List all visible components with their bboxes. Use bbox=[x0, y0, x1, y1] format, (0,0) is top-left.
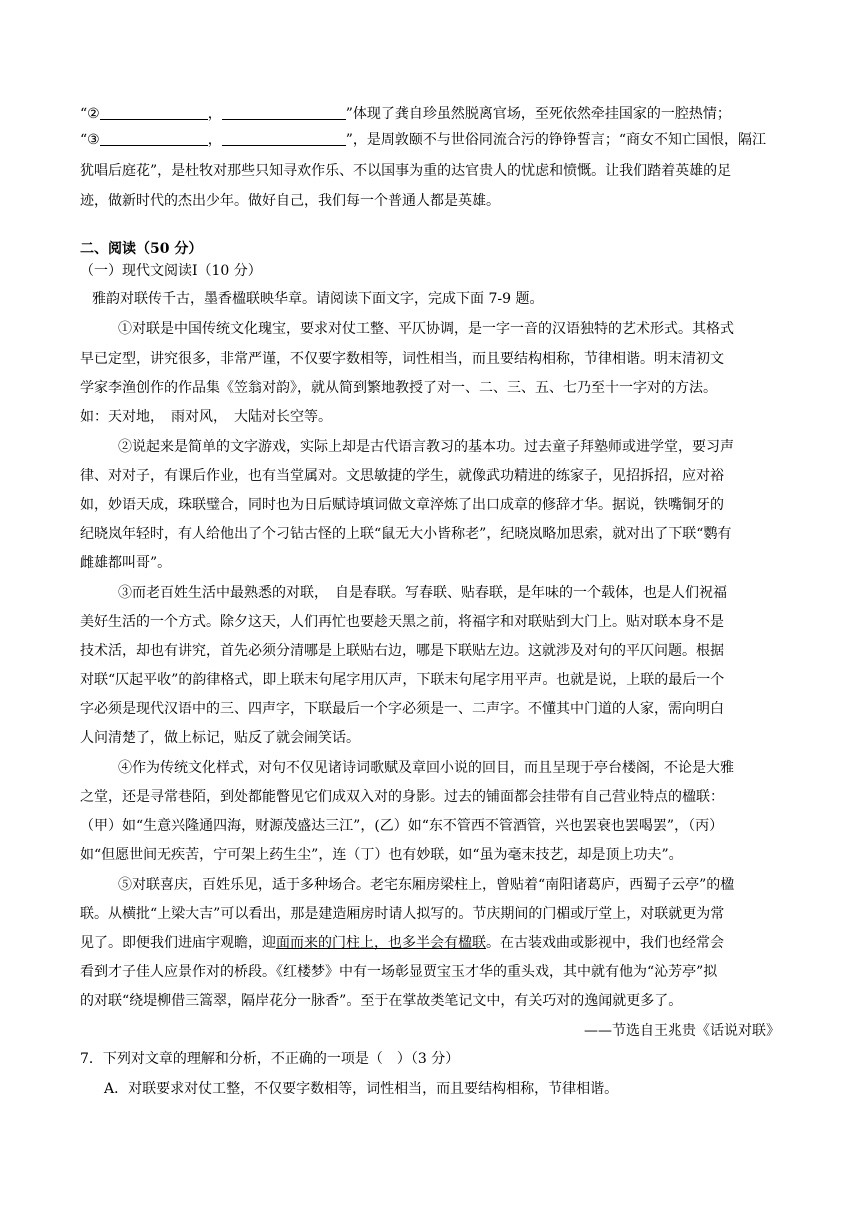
paragraph-2-line-5: 雌雄都叫哥”。 bbox=[80, 555, 172, 571]
paragraph-5-line-3-start: 见了。即便我们进庙宇观瞻，迎 bbox=[80, 935, 276, 951]
paragraph-5-line-2: 联。从横批“上梁大吉”可以看出，那是建造厢房时请人拟写的。节庆期间的门楣或厅堂上，对联就更为常 bbox=[80, 906, 725, 922]
paragraph-3-line-1: ③而老百姓生活中最熟悉的对联， 自是春联。写春联、贴春联，是年味的一个载体，也是人们祝福 bbox=[118, 585, 727, 601]
answer-blank-2b[interactable] bbox=[222, 103, 346, 120]
fill-in-line-2 bbox=[80, 101, 780, 127]
fill-in-3-open: “③ bbox=[80, 132, 100, 148]
section-subtitle: （一）现代文阅读Ⅰ（10 分） bbox=[80, 263, 262, 279]
paragraph-2-line-3: 如，妙语天成，珠联璧合，同时也为日后赋诗填词做文章淬炼了出口成章的修辞才华。据说，铁嘴铜牙的 bbox=[80, 497, 724, 513]
fill-in-2-open: “② bbox=[80, 106, 100, 122]
paragraph-5-line-3-end: 。在古装戏曲或影视中，我们也经常会 bbox=[486, 935, 724, 951]
paragraph-1-line-3: 学家李渔创作的作品集《笠翁对韵》，就从简到繁地教授了对一、二、三、五、七乃至十一字对的方法。 bbox=[80, 380, 717, 396]
fill-in-line-5: 迹，做新时代的杰出少年。做好自己，我们每一个普通人都是英雄。 bbox=[80, 193, 500, 209]
underlined-phrase: 面而来的门柱上，也多半会有楹联 bbox=[276, 935, 486, 951]
paragraph-3-line-6: 人问清楚了，做上标记，贴反了就会闹笑话。 bbox=[80, 730, 360, 746]
answer-blank-3b[interactable] bbox=[222, 129, 346, 146]
fill-in-line-4: 犹唱后庭花”，是杜牧对那些只知寻欢作乐、不以国事为重的达官贵人的忧虑和愤慨。让我们踏着英雄的足 bbox=[80, 163, 732, 179]
paragraph-2-line-1: ②说起来是简单的文字游戏，实际上却是古代语言教习的基本功。过去童子拜塾师或进学堂，要习声 bbox=[118, 439, 734, 455]
paragraph-5-line-5: 的对联“绕堤柳借三篙翠，隔岸花分一脉香”。至于在掌故类笔记文中，有关巧对的逸闻就更多了。 bbox=[80, 993, 683, 1009]
paragraph-4-line-3: （甲）如“生意兴隆通四海，财源茂盛达三江”，(乙）如“东不管西不管酒管，兴也罢衰也罢喝罢”，（丙） bbox=[80, 818, 724, 834]
paragraph-2-line-4: 纪晓岚年轻时，有人给他出了个刁钻古怪的上联“鼠无大小皆称老”，纪晓岚略加思索，就对出了下联“鹦有 bbox=[80, 526, 732, 542]
fill-in-3-sep: ， bbox=[207, 132, 222, 148]
paragraph-2-line-2: 律、对对子，有课后作业，也有当堂属对。文思敏捷的学生，就像武功精进的练家子，见招拆招，应对裕 bbox=[80, 468, 724, 484]
question-7-option-a[interactable]: A．对联要求对仗工整，不仅要字数相等，词性相当，而且要结构相称，节律相谐。 bbox=[104, 1081, 619, 1097]
paragraph-5-line-3 bbox=[80, 930, 780, 956]
fill-in-3-rest: ”，是周敦颐不与世俗同流合污的铮铮誓言；“商女不知亡国恨，隔江 bbox=[345, 132, 767, 148]
source-attribution: ——节选自王兆贵《话说对联》 bbox=[584, 1023, 780, 1039]
fill-in-line-3 bbox=[80, 127, 780, 153]
paragraph-4-line-4: 如“但愿世间无疾苦，宁可架上药生尘”，连（丁）也有妙联，如“虽为毫末技艺，却是顶上功夫”。 bbox=[80, 847, 683, 863]
paragraph-1-line-4: 如：天对地， 雨对风， 大陆对长空等。 bbox=[80, 409, 332, 425]
paragraph-3-line-3: 技术活，却也有讲究，首先必须分清哪是上联贴右边，哪是下联贴左边。这就涉及对句的平仄问题。根据 bbox=[80, 643, 724, 659]
paragraph-3-line-2: 美好生活的一个方式。除夕这天，人们再忙也要趁天黑之前，将福字和对联贴到大门上。贴对联本身不是 bbox=[80, 614, 724, 630]
fill-in-2-sep: ， bbox=[207, 106, 222, 122]
paragraph-3-line-5: 字必须是现代汉语中的三、四声字，下联最后一个字必须是一、二声字。不懂其中门道的人家，需向明白 bbox=[80, 701, 724, 717]
paragraph-3-line-4: 对联“仄起平收”的韵律格式，即上联末句尾字用仄声，下联末句尾字用平声。也就是说，上联的最后一个 bbox=[80, 672, 725, 688]
question-7-stem: 7．下列对文章的理解和分析，不正确的一项是（ ）（3 分） bbox=[80, 1051, 460, 1067]
section-intro: 雅韵对联传千古，墨香楹联映华章。请阅读下面文字，完成下面 7-9 题。 bbox=[92, 291, 544, 307]
paragraph-4-line-1: ④作为传统文化样式，对句不仅见诸诗词歌赋及章回小说的回目，而且呈现于亭台楼阁，不论是大雅 bbox=[118, 760, 734, 776]
answer-blank-2a[interactable] bbox=[100, 103, 208, 120]
answer-blank-3a[interactable] bbox=[100, 129, 208, 146]
paragraph-1-line-1: ①对联是中国传统文化瑰宝，要求对仗工整、平仄协调，是一字一音的汉语独特的艺术形式。其格式 bbox=[118, 321, 734, 337]
section-title: 二、阅读（50 分） bbox=[80, 241, 203, 257]
paragraph-1-line-2: 早已定型，讲究很多，非常严谨，不仅要字数相等，词性相当，而且要结构相称，节律相谐。明末清初文 bbox=[80, 351, 724, 367]
fill-in-2-rest: ”体现了龚自珍虽然脱离官场，至死依然牵挂国家的一腔热情； bbox=[345, 106, 731, 122]
paragraph-5-line-4: 看到才子佳人应景作对的桥段。《红楼梦》中有一场彰显贾宝玉才华的重头戏，其中就有他为“沁芳亭”拟 bbox=[80, 964, 718, 980]
paragraph-4-line-2: 之堂，还是寻常巷陌，到处都能瞥见它们成双入对的身影。过去的铺面都会挂带有自己营业特点的楹联： bbox=[80, 789, 724, 805]
paragraph-5-line-1: ⑤对联喜庆，百姓乐见，适于多种场合。老宅东厢房梁柱上，曾贴着“南阳诸葛庐，西蜀子云亭”的楹 bbox=[118, 877, 735, 893]
